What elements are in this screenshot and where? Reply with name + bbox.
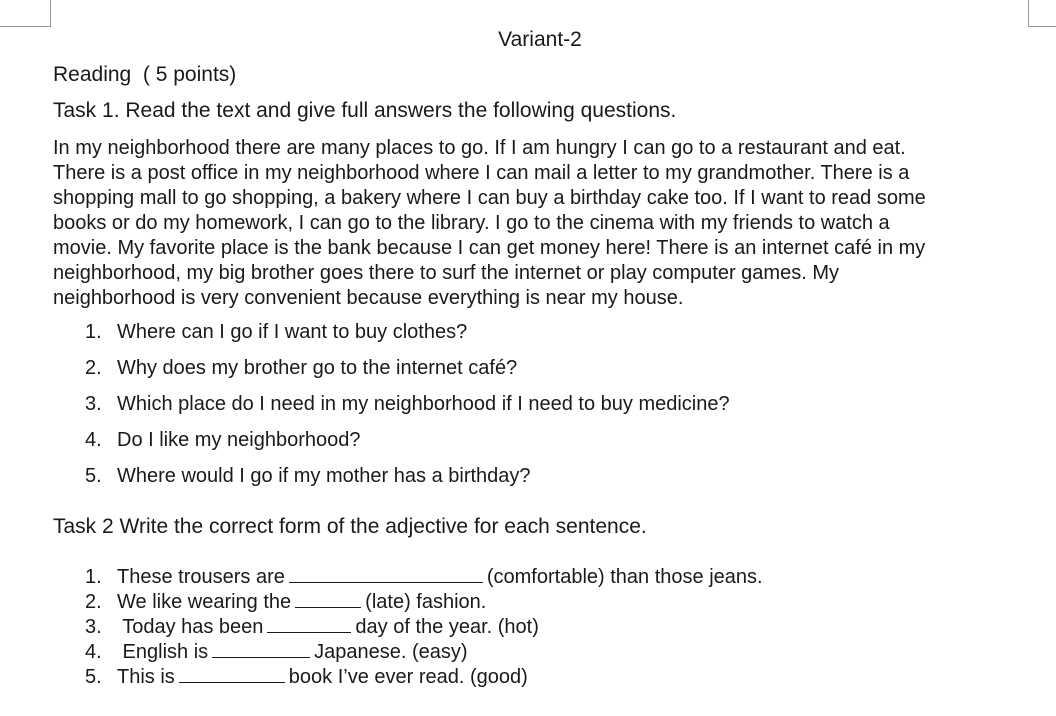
- passage-line: neighborhood is very convenient because everything is near my house.: [53, 287, 684, 309]
- reading-heading: Reading ( 5 points): [53, 63, 237, 86]
- sentence-number: 5.: [85, 666, 102, 688]
- sentence-item: [85, 591, 486, 614]
- sentence-before: English is: [117, 641, 209, 663]
- passage-line: There is a post office in my neighborhood where I can mail a letter to my grandmother. There is a: [53, 162, 910, 184]
- sentence-before: Today has been: [117, 616, 264, 638]
- answer-blank[interactable]: [289, 567, 483, 583]
- passage-line: books or do my homework, I can go to the library. I go to the cinema with my friends to watch a: [53, 212, 890, 234]
- question-number: 4.: [85, 429, 102, 451]
- task1-heading: Task 1. Read the text and give full answers the following questions.: [53, 99, 677, 122]
- question-number: 3.: [85, 393, 102, 415]
- passage-line: neighborhood, my big brother goes there to surf the internet or play computer games. My: [53, 262, 839, 284]
- question-text: Why does my brother go to the internet café?: [117, 357, 518, 379]
- sentence-after: Japanese. (easy): [314, 641, 468, 663]
- document-title: Variant-2: [498, 28, 582, 51]
- question-item: [85, 465, 531, 488]
- passage-line: In my neighborhood there are many places to go. If I am hungry I can go to a restaurant and eat.: [53, 137, 906, 159]
- sentence-after: (late) fashion.: [365, 591, 487, 613]
- task2-heading: Task 2 Write the correct form of the adjective for each sentence.: [53, 515, 647, 538]
- question-text: Where can I go if I want to buy clothes?: [117, 321, 468, 343]
- question-number: 2.: [85, 357, 102, 379]
- sentence-number: 4.: [85, 641, 102, 663]
- reading-passage: [53, 136, 1013, 311]
- answer-blank[interactable]: [295, 592, 361, 608]
- sentence-number: 1.: [85, 566, 102, 588]
- sentence-after: (comfortable) than those jeans.: [486, 566, 763, 588]
- question-item: [85, 393, 730, 416]
- answer-blank[interactable]: [267, 617, 351, 633]
- passage-line: shopping mall to go shopping, a bakery where I can buy a birthday cake too. If I want to read some: [53, 187, 926, 209]
- question-text: Which place do I need in my neighborhood if I need to buy medicine?: [117, 393, 730, 415]
- sentence-number: 3.: [85, 616, 102, 638]
- sentence-after: day of the year. (hot): [355, 616, 539, 638]
- answer-blank[interactable]: [212, 642, 310, 658]
- sentence-before: These trousers are: [117, 566, 285, 588]
- passage-line: movie. My favorite place is the bank because I can get money here! There is an internet café in my: [53, 237, 926, 259]
- question-item: [85, 357, 517, 380]
- sentence-before: This is: [117, 666, 175, 688]
- question-item: [85, 429, 360, 452]
- sentence-before: We like wearing the: [117, 591, 292, 613]
- sentence-number: 2.: [85, 591, 102, 613]
- question-text: Do I like my neighborhood?: [117, 429, 361, 451]
- question-number: 1.: [85, 321, 102, 343]
- question-number: 5.: [85, 465, 102, 487]
- question-item: [85, 321, 467, 344]
- page-corner-mark-right: [1028, 0, 1056, 27]
- sentence-item: [85, 641, 468, 664]
- sentence-after: book I’ve ever read. (good): [288, 666, 528, 688]
- sentence-item: [85, 566, 763, 589]
- sentence-item: [85, 666, 528, 689]
- page-corner-mark-left: [0, 0, 51, 27]
- question-text: Where would I go if my mother has a birthday?: [117, 465, 531, 487]
- answer-blank[interactable]: [179, 667, 285, 683]
- sentence-item: [85, 616, 539, 639]
